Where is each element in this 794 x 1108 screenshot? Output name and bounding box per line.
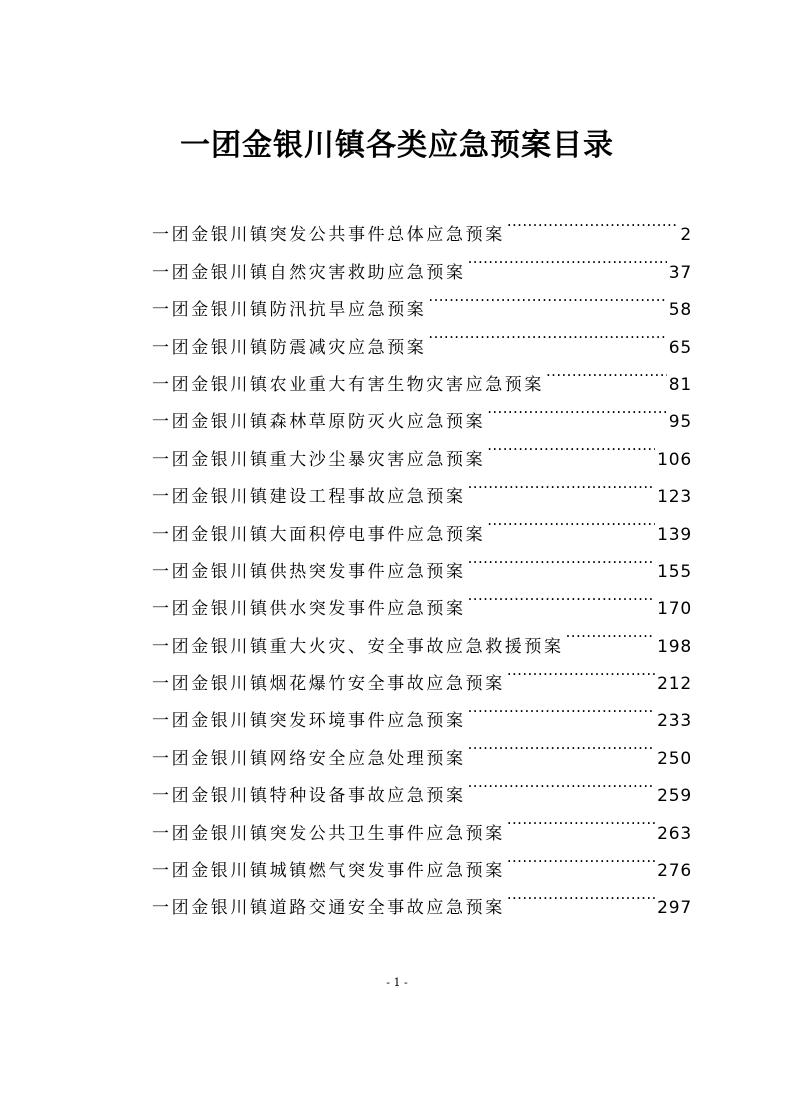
toc-dot-leader [428,315,666,352]
toc-entry-title: 一团金银川镇防震减灾应急预案 [152,337,427,358]
toc-dot-leader [546,353,667,390]
toc-entry-title: 一团金银川镇突发环境事件应急预案 [152,711,466,732]
toc-entry-page-number: 170 [657,599,692,620]
toc-dot-leader [487,427,655,464]
toc-dot-leader [468,465,656,502]
toc-entry-page-number: 81 [668,374,692,395]
toc-entry-title: 一团金银川镇网络安全应急处理预案 [152,748,466,769]
toc-entry-title: 一团金银川镇城镇燃气突发事件应急预案 [152,861,505,882]
toc-entry-page-number: 297 [657,898,692,919]
toc-entry-title: 一团金银川镇防汛抗旱应急预案 [152,300,427,321]
toc-entry-title: 一团金银川镇突发公共事件总体应急预案 [152,225,505,246]
toc-dot-leader [507,839,655,876]
toc-entry-page-number: 198 [657,636,692,657]
toc-dot-leader [507,801,655,838]
toc-entry-title: 一团金银川镇大面积停电事件应急预案 [152,524,486,545]
toc-entry-page-number: 155 [657,561,692,582]
toc-entry-title: 一团金银川镇供水突发事件应急预案 [152,599,466,620]
toc-entry-page-number: 259 [657,786,692,807]
toc-entry-title: 一团金银川镇道路交通安全事故应急预案 [152,898,505,919]
toc-entry-page-number: 263 [657,823,692,844]
toc-entry-page-number: 276 [657,861,692,882]
toc-entry-page-number: 233 [657,711,692,732]
toc-dot-leader [468,240,667,277]
toc-entry-page-number: 106 [657,449,692,470]
toc-dot-leader [468,540,656,577]
page-title: 一团金银川镇各类应急预案目录 [180,128,614,163]
toc-entry-title: 一团金银川镇特种设备事故应急预案 [152,786,466,807]
page-number-footer: - 1 - [386,976,408,989]
toc-entry-page-number: 123 [657,487,692,508]
toc-entry-title: 一团金银川镇烟花爆竹安全事故应急预案 [152,674,505,695]
toc-dot-leader [566,614,656,651]
toc-entry-title: 一团金银川镇森林草原防灭火应急预案 [152,412,486,433]
toc-entry-page-number: 58 [668,300,692,321]
toc-dot-leader [468,726,656,763]
toc-dot-leader [468,689,656,726]
toc-entry-page-number: 250 [657,748,692,769]
toc-entry-page-number: 95 [668,412,692,433]
toc-entry-title: 一团金银川镇建设工程事故应急预案 [152,487,466,508]
toc-dot-leader [507,203,679,240]
toc-dot-leader [428,278,666,315]
table-of-contents [152,203,692,919]
toc-dot-leader [507,652,655,689]
toc-entry-title: 一团金银川镇自然灾害救助应急预案 [152,262,466,283]
toc-dot-leader [487,390,667,427]
toc-dot-leader [468,577,656,614]
toc-entry-title: 一团金银川镇供热突发事件应急预案 [152,561,466,582]
toc-entry-page-number: 2 [680,225,692,246]
toc-entry-page-number: 65 [668,337,692,358]
toc-entry-title: 一团金银川镇重大火灾、安全事故应急救援预案 [152,636,564,657]
toc-dot-leader [468,764,656,801]
toc-entry-title: 一团金银川镇农业重大有害生物灾害应急预案 [152,374,544,395]
toc-dot-leader [487,502,655,539]
toc-entry-title: 一团金银川镇重大沙尘暴灾害应急预案 [152,449,486,470]
toc-entry-page-number: 212 [657,674,692,695]
toc-entry-page-number: 139 [657,524,692,545]
toc-entry-page-number: 37 [668,262,692,283]
toc-entry-title: 一团金银川镇突发公共卫生事件应急预案 [152,823,505,844]
toc-entry[interactable] [152,203,692,246]
toc-dot-leader [507,876,655,913]
